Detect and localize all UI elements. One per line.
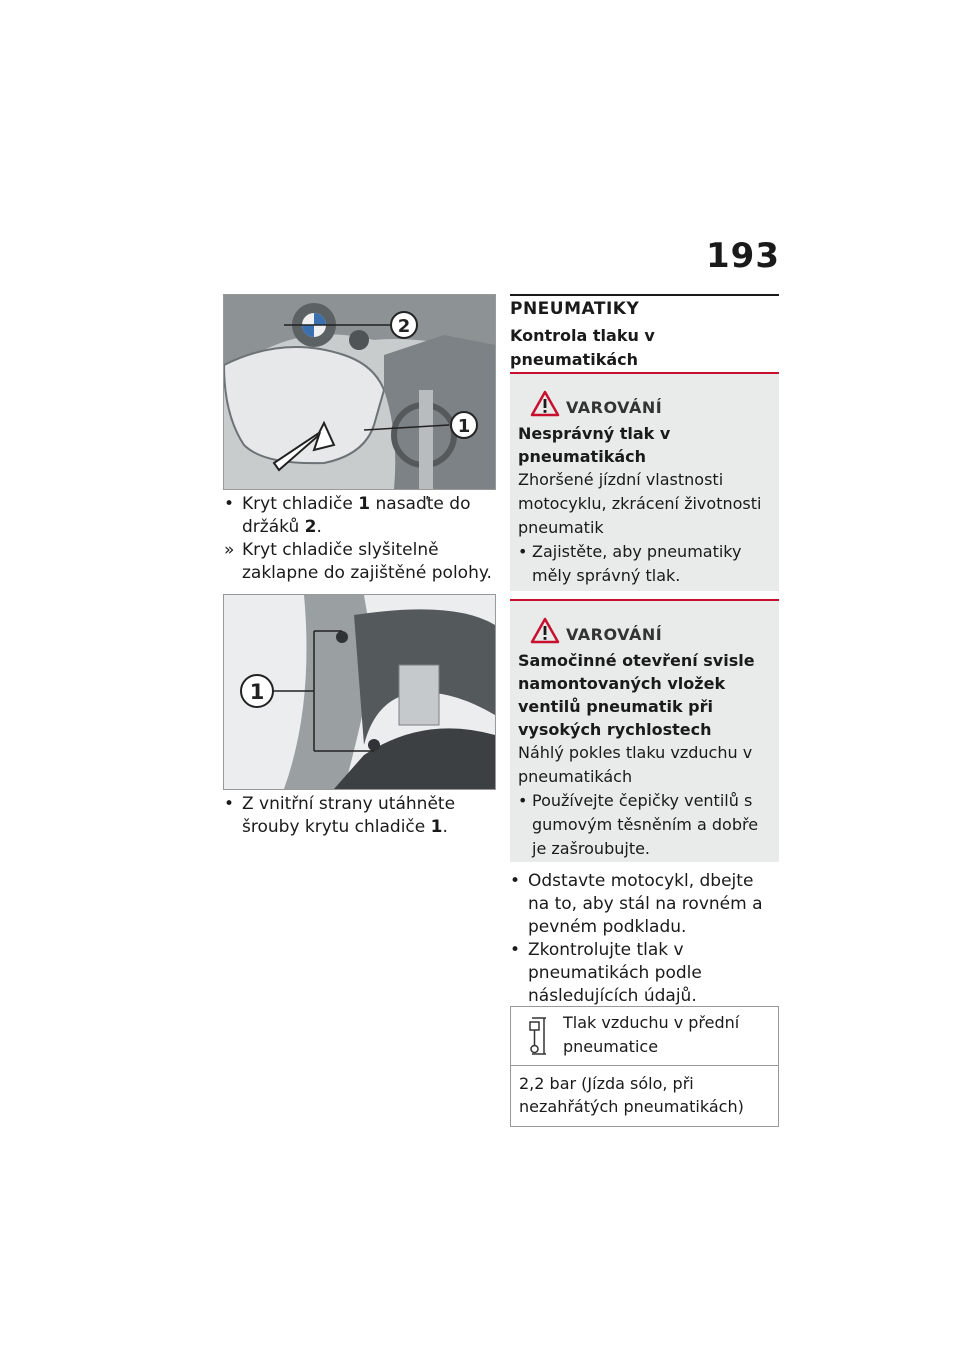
warning-triangle-icon: [530, 390, 560, 421]
warning-header: [518, 382, 771, 422]
result-cover-clicks: » Kryt chladiče slyšitelně zaklapne do zajištěné polohy.: [224, 540, 492, 583]
section-rule: [510, 294, 779, 296]
warning-label: VAROVÁNÍ: [566, 625, 663, 644]
spec-table-front-tire: [510, 1006, 779, 1127]
warning-bullet: • Používejte čepičky ventilů s gumovým těsněním a dobře je zašroubujte.: [518, 791, 759, 858]
sub-title: Kontrola tlaku v pneumatikách: [510, 326, 655, 369]
step-tighten-screws: • Z vnitřní strany utáhněte šrouby krytu chladiče 1.: [224, 794, 456, 837]
right-instructions: [510, 870, 779, 1008]
warning-text: Náhlý pokles tlaku vzduchu v pneumatikách: [518, 743, 753, 786]
step-park-motorcycle: • Odstavte motocykl, dbejte na to, aby stál na rovném a pevném podkladu.: [510, 871, 763, 937]
page-number: 193: [706, 236, 780, 276]
warning-text: Zhoršené jízdní vlastnosti motocyklu, zkrácení životnosti pneumatik: [518, 470, 762, 537]
callout-1-label: 1: [457, 416, 471, 437]
warning-title: Samočinné otevření svisle namontovaných vložek ventilů pneumatik při vysokých rychlostech: [518, 651, 755, 739]
warning-label: VAROVÁNÍ: [566, 398, 663, 417]
warning-triangle-icon: [530, 617, 560, 648]
section-title: PNEUMATIKY: [510, 299, 640, 319]
warning-title: Nesprávný tlak v pneumatikách: [518, 424, 671, 466]
warning-header: [518, 609, 771, 649]
tire-pressure-icon: [526, 1016, 548, 1060]
step-mount-cover: • Kryt chladiče 1 nasaďte do držáků 2.: [224, 494, 471, 537]
cover-screws-figure: [223, 594, 496, 790]
callout-1-label: 1: [249, 680, 265, 704]
radiator-cover-figure: [223, 294, 496, 490]
callout-2-label: 2: [397, 316, 411, 337]
left-instructions-1: [224, 493, 494, 585]
spec-header-row: [511, 1007, 778, 1066]
step-check-pressure: • Zkontrolujte tlak v pneumatikách podle následujících údajů.: [510, 940, 702, 1006]
spec-value: 2,2 bar (Jízda sólo, při nezahřátých pneumatikách): [519, 1074, 744, 1116]
spec-label: Tlak vzduchu v přední pneumatice: [563, 1013, 740, 1056]
left-instructions-2: [224, 793, 494, 839]
warning-box-valve-inserts: [510, 599, 779, 862]
warning-box-tire-pressure: [510, 372, 779, 591]
warning-bullet: • Zajistěte, aby pneumatiky měly správný tlak.: [518, 542, 742, 585]
